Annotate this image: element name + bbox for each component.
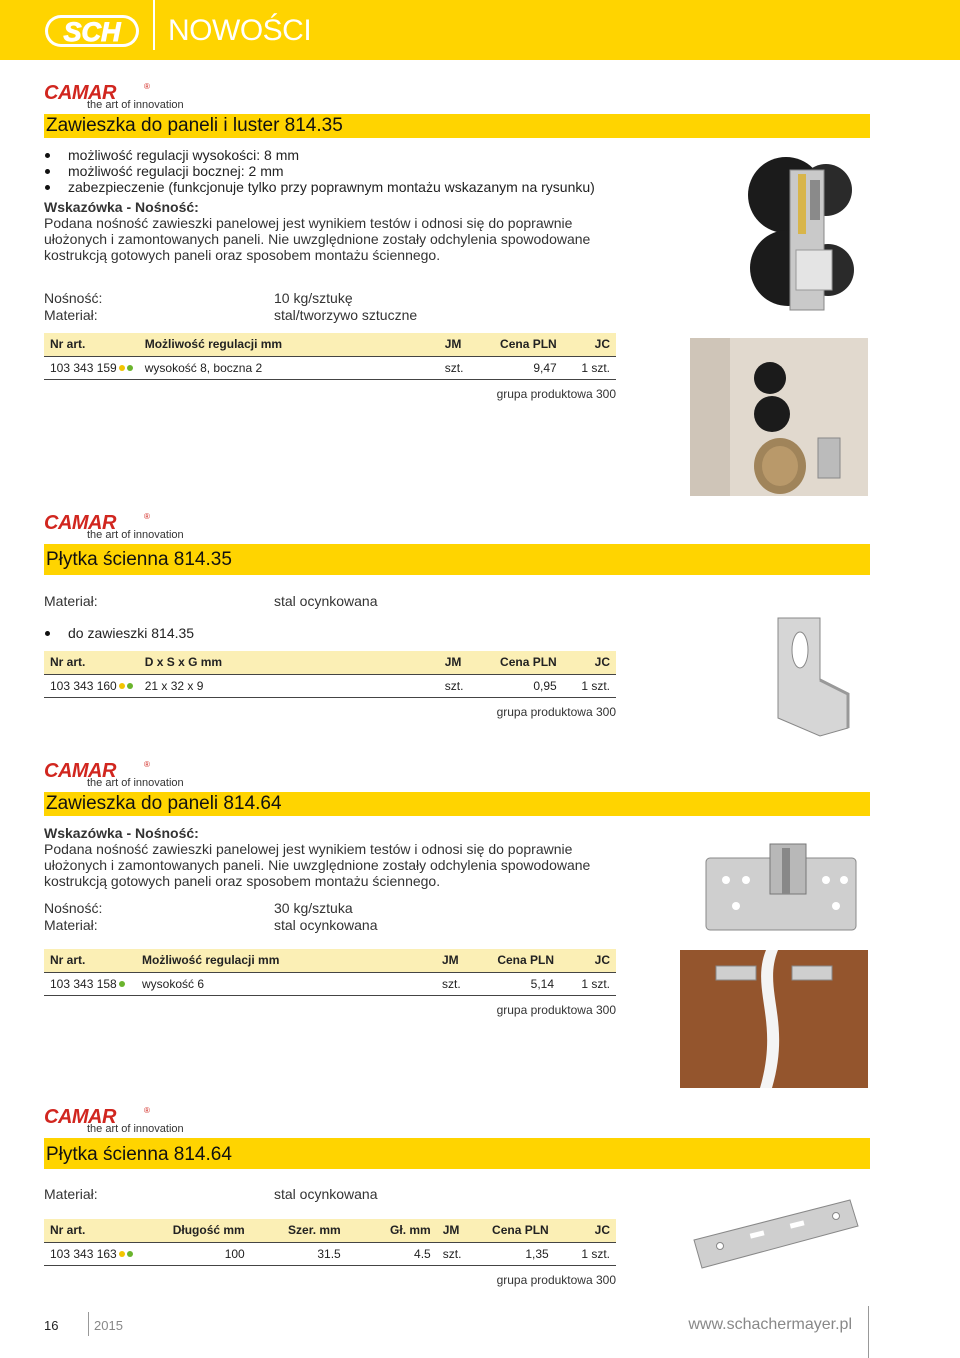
camar-logo: CAMAR ® the art of innovation	[44, 760, 184, 789]
footer-url[interactable]: www.schachermayer.pl	[688, 1316, 852, 1333]
product-group: grupa produktowa 300	[496, 704, 616, 719]
wallplate-814-35-image	[760, 610, 860, 740]
svg-text:SCH: SCH	[63, 17, 121, 47]
section-title: Płytka ścienna 814.35	[44, 544, 870, 575]
product-table: Nr art. Możliwość regulacji mm JM Cena PLN JC 103 343 159 wysokość 8, boczna 2 szt. 9,47 1 szt.	[44, 333, 616, 380]
spec-row: Materiał: stal/tworzywo sztuczne	[44, 307, 418, 323]
note-heading: Wskazówka - Nośność:	[44, 199, 199, 215]
camar-logo: CAMAR ® the art of innovation	[44, 82, 184, 111]
section-title: Zawieszka do paneli i luster 814.35	[44, 114, 870, 138]
page-header	[0, 0, 960, 60]
note-text: Podana nośność zawieszki panelowej jest wynikiem testów i odnosi się do poprawnie ułożonych i zamontowanych paneli. Nie uwzględnione zostały odchylenia spowodowane kostrukcją gotowych paneli oraz sposobem montażu ściennego.	[44, 215, 591, 263]
camar-logo: CAMAR ® the art of innovation	[44, 512, 184, 541]
spec-row: Materiał: stal ocynkowana	[44, 593, 378, 609]
spec-row: Nośność: 30 kg/sztuka	[44, 900, 353, 916]
table-row: 103 343 160 21 x 32 x 9 szt. 0,95 1 szt.	[44, 674, 616, 697]
hanger-814-64-mounted-image	[680, 950, 868, 1088]
feature-list	[44, 625, 870, 641]
header-divider	[153, 0, 155, 50]
hanger-814-35-image	[736, 150, 866, 322]
list-item: możliwość regulacji bocznej: 2 mm	[44, 163, 870, 179]
product-group: grupa produktowa 300	[496, 1002, 616, 1017]
table-row: 103 343 159 wysokość 8, boczna 2 szt. 9,47 1 szt.	[44, 356, 616, 379]
note-heading: Wskazówka - Nośność:	[44, 825, 199, 841]
product-group: grupa produktowa 300	[496, 1272, 616, 1287]
page-title: NOWOŚCI	[168, 14, 312, 47]
table-row: 103 343 158 wysokość 6 szt. 5,14 1 szt.	[44, 972, 616, 995]
spec-row: Nośność: 10 kg/sztukę	[44, 290, 353, 306]
footer-rule	[868, 1306, 869, 1358]
camar-logo: CAMAR ® the art of innovation	[44, 1106, 184, 1135]
spec-row: Materiał: stal ocynkowana	[44, 1186, 378, 1202]
list-item: zabezpieczenie (funkcjonuje tylko przy poprawnym montażu wskazanym na rysunku)	[44, 179, 870, 195]
product-table: Nr art. D x S x G mm JM Cena PLN JC 103 343 160 21 x 32 x 9 szt. 0,95 1 szt.	[44, 651, 616, 698]
spec-row: Materiał: stal ocynkowana	[44, 917, 378, 933]
footer-year: 2015	[94, 1318, 123, 1333]
table-row: 103 343 163 100 31.5 4.5 szt. 1,35 1 szt.	[44, 1242, 616, 1265]
section-title: Płytka ścienna 814.64	[44, 1138, 870, 1169]
product-table: Nr art. Długość mm Szer. mm Gł. mm JM Cena PLN JC 103 343 163 100 31.5 4.5 szt. 1,35 1 szt.	[44, 1219, 616, 1266]
wallplate-814-64-image	[690, 1196, 862, 1272]
hanger-mounted-panel-image	[690, 338, 868, 496]
list-item: możliwość regulacji wysokości: 8 mm	[44, 147, 870, 163]
product-table: Nr art. Możliwość regulacji mm JM Cena PLN JC 103 343 158 wysokość 6 szt. 5,14 1 szt.	[44, 949, 616, 996]
section-title: Zawieszka do paneli 814.64	[44, 792, 870, 816]
note-text: Podana nośność zawieszki panelowej jest wynikiem testów i odnosi się do poprawnie ułożonych i zamontowanych paneli. Nie uwzględnione zostały odchylenia spowodowane kostrukcją gotowych paneli oraz sposobem montażu ściennego.	[44, 841, 591, 889]
list-item: do zawieszki 814.35	[44, 625, 870, 641]
product-group: grupa produktowa 300	[496, 386, 616, 401]
sch-logo	[44, 12, 140, 50]
hanger-814-64-image	[696, 840, 864, 940]
section-814-35-wallplate	[44, 512, 870, 719]
footer-divider	[88, 1312, 89, 1336]
page-number: 16	[44, 1318, 59, 1333]
